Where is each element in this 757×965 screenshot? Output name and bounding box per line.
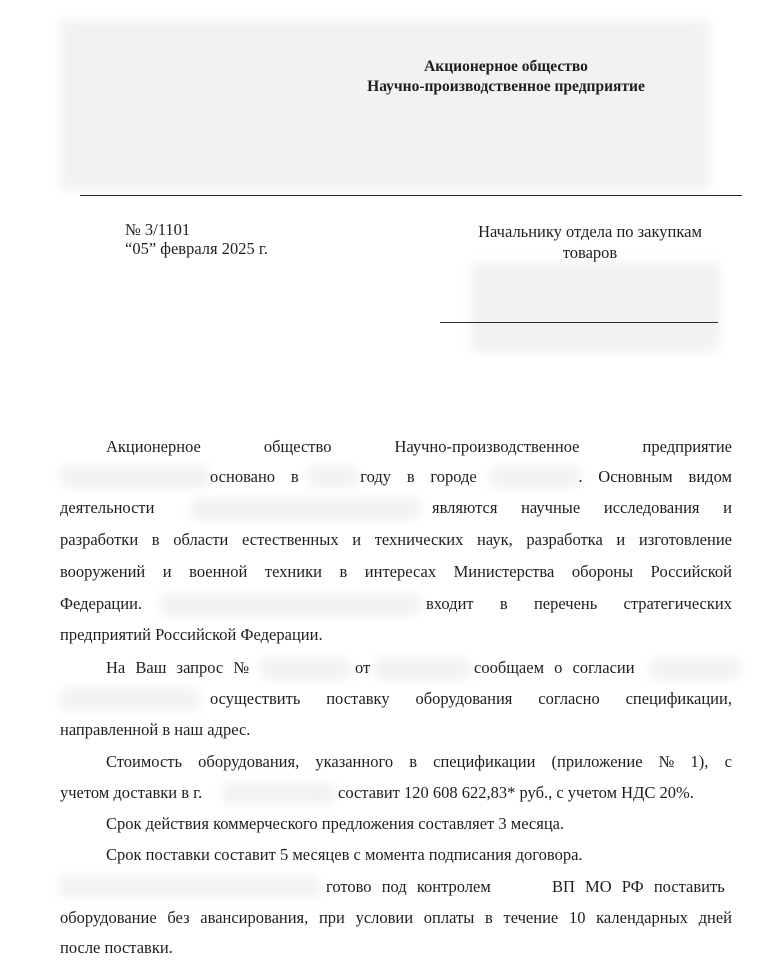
p1-line-3-start: деятельности (60, 498, 155, 517)
p1-line-6-start: Федерации. (60, 594, 143, 613)
p6-vp-mo-rf: ВП МО РФ поставить (552, 877, 725, 896)
word: в (499, 594, 508, 613)
word: № (658, 752, 675, 771)
p2-line-2 (210, 689, 732, 709)
redacted-city-2 (222, 782, 334, 804)
word: спецификации, (625, 689, 732, 708)
word: . (578, 467, 583, 486)
word: входит (426, 594, 474, 613)
word: Акционерное (106, 437, 201, 456)
word: в (406, 467, 415, 486)
addressee-line-1: Начальнику отдела по закупкам (478, 222, 702, 241)
word: Научно-производственное (394, 437, 580, 456)
p3-line-2-end: составит 120 608 622,83* руб., с учетом НДС 20%. (338, 783, 694, 802)
word: в (290, 467, 299, 486)
addressee-underline (440, 322, 718, 323)
p2-request-label: На Ваш запрос № (106, 658, 250, 677)
p6-line-3: после поставки. (60, 938, 173, 957)
word: общество (263, 437, 332, 456)
p1-line-7: предприятий Российской Федерации. (60, 625, 323, 644)
p2-consent: сообщаем о согласии (474, 658, 635, 677)
word: году (360, 467, 392, 486)
redacted-name-3 (160, 594, 420, 616)
word: научные (521, 498, 581, 517)
word: 1), (690, 752, 709, 771)
p6-line-2: оборудование без авансирования, при условии оплаты в течение 10 календарных дней (60, 908, 732, 927)
word: согласно (538, 689, 600, 708)
p1-line-3-end (432, 498, 732, 518)
redacted-name-2 (190, 498, 420, 520)
letter-date: “05” февраля 2025 г. (125, 239, 268, 258)
word: предприятие (642, 437, 732, 456)
word: оборудования (415, 689, 513, 708)
p1-line-1 (106, 437, 732, 457)
p2-line-3: направленной в наш адрес. (60, 720, 251, 739)
word: (приложение (551, 752, 643, 771)
p1-line-5: вооружений и военной техники в интересах Министерства обороны Российской (60, 562, 732, 581)
word: поставку (326, 689, 390, 708)
word: исследования (603, 498, 700, 517)
redacted-name-6 (60, 876, 320, 898)
word: городе (430, 467, 477, 486)
p1-line-4: разработки в области естественных и технических наук, разработка и изготовление (60, 530, 732, 549)
word: стратегических (623, 594, 732, 613)
header-divider (80, 195, 742, 196)
word: указанного (315, 752, 394, 771)
word: являются (432, 498, 498, 517)
word: спецификации (433, 752, 536, 771)
word: в (409, 752, 418, 771)
word: перечень (533, 594, 598, 613)
p5-delivery-term: Срок поставки составит 5 месяцев с момента подписания договора. (106, 845, 583, 864)
redacted-addressee-block (470, 262, 720, 352)
letter-number: № 3/1101 (125, 220, 191, 239)
org-name: Научно-производственное предприятие (367, 78, 645, 95)
word: и (723, 498, 732, 517)
redacted-name-4 (650, 658, 740, 680)
redacted-request-number (260, 658, 350, 680)
p4-offer-validity: Срок действия коммерческого предложения составляет 3 месяца. (106, 814, 565, 833)
p2-from: от (355, 658, 371, 677)
word: с (724, 752, 732, 771)
word: Стоимость (106, 752, 183, 771)
p3-line-1 (106, 752, 732, 772)
p3-line-2-start: учетом доставки в г. (60, 783, 203, 802)
p6-ready: готово под контролем (326, 877, 491, 896)
redacted-name-1 (60, 466, 210, 488)
redacted-header-block (60, 20, 710, 190)
word: видом (688, 467, 732, 486)
redacted-request-date (375, 658, 470, 680)
p1-line-2 (210, 467, 732, 487)
word: основано (210, 467, 276, 486)
p1-line-6-end (426, 594, 732, 614)
word: Основным (598, 467, 673, 486)
word: оборудования, (198, 752, 300, 771)
word: осуществить (210, 689, 301, 708)
redacted-name-5 (60, 688, 200, 710)
addressee-line-2: товаров (562, 243, 618, 262)
org-type: Акционерное общество (424, 58, 588, 75)
